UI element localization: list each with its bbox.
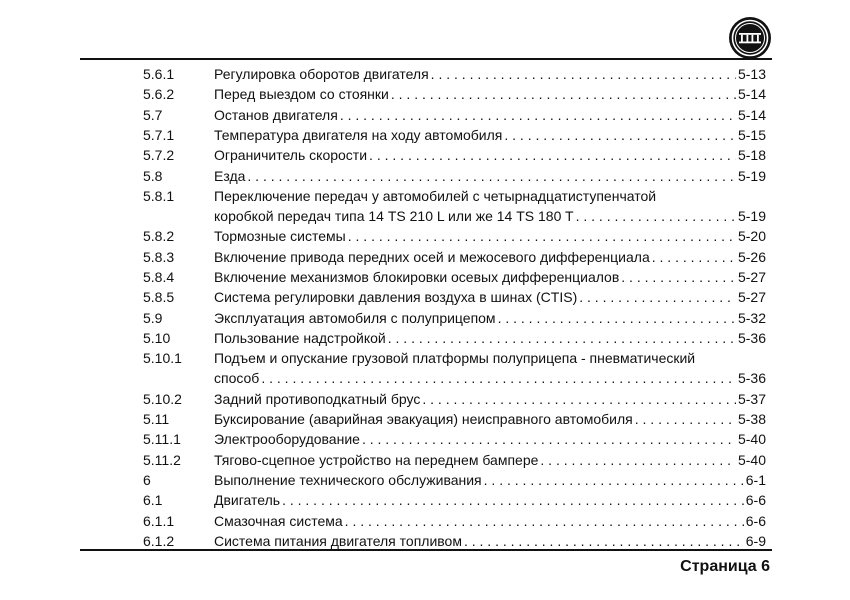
toc-entry-page: 5-19 [737, 167, 766, 184]
toc-entry-body [214, 125, 766, 145]
toc-entry-page: 5-27 [737, 289, 766, 306]
toc-entry-title-line: Переключение передач у автомобилей с четырнадцатиступенчатой [214, 187, 657, 204]
toc-entry-page: 5-32 [737, 309, 766, 326]
toc-entry-title: Система питания двигателя топливом [214, 532, 462, 549]
toc-entry-body [214, 328, 766, 348]
toc-entry-page: 6-1 [745, 472, 766, 488]
toc-entry-page: 5-38 [737, 411, 766, 428]
toc-dot-leader [464, 531, 744, 551]
toc-entry-page: 5-19 [737, 207, 766, 224]
toc-entry-number: 5.8 [143, 167, 163, 184]
toc-dot-leader [369, 145, 736, 165]
toc-entry-title: Смазочная система [214, 512, 343, 529]
toc-entry-title: Пользование надстройкой [214, 329, 386, 346]
toc-entry-number: 5.10.1 [143, 350, 182, 367]
toc-entry-body [214, 511, 766, 531]
toc-entry-page: 5-40 [737, 451, 766, 468]
toc-entry-title: Система регулировки давления воздуха в шинах (CTIS) [214, 289, 578, 306]
toc-entry-title: Электрооборудование [214, 431, 360, 448]
toc-entry-title: Буксирование (аварийная эвакуация) неисправного автомобиля [214, 411, 633, 428]
toc-dot-leader [340, 105, 736, 125]
toc-dot-leader [345, 511, 744, 531]
toc-dot-leader [652, 247, 736, 267]
toc-dot-leader [282, 490, 744, 510]
toc-dot-leader [579, 287, 736, 307]
toc-entry-body [214, 450, 766, 470]
toc-entry-number: 5.9 [143, 309, 163, 326]
toc-entry-body [214, 84, 766, 104]
toc-entry-number: 5.7.1 [143, 126, 175, 143]
header-divider [80, 58, 772, 60]
toc-entry-number: 5.8.2 [143, 228, 175, 245]
toc-entry-title: Перед выездом со стоянки [214, 86, 389, 103]
toc-entry-body [214, 429, 766, 449]
toc-entry-body [214, 267, 766, 287]
toc-entry-body [214, 470, 766, 490]
toc-dot-leader [484, 470, 744, 490]
toc-entry-title: Температура двигателя на ходу автомобиля [214, 126, 503, 143]
toc-dot-leader [621, 267, 736, 287]
toc-entry-body [214, 490, 766, 510]
toc-entry-title: Включение механизмов блокировки осевых дифференциалов [214, 269, 620, 285]
toc-dot-leader [422, 389, 736, 409]
toc-entry-body [214, 348, 766, 388]
toc-entry-page: 5-14 [737, 106, 766, 123]
toc-entry-number: 5.11.2 [143, 451, 181, 468]
toc-entry-body [214, 105, 766, 125]
toc-entry-page: 5-36 [737, 329, 766, 346]
toc-entry-number: 5.11 [143, 411, 170, 428]
toc-entry-page: 5-40 [737, 431, 766, 448]
toc-entry-title: Регулировка оборотов двигателя [214, 66, 429, 82]
toc-entry-number: 5.11.1 [143, 431, 181, 448]
toc-entry-page: 5-36 [737, 370, 766, 387]
toc-entry-page: 6-6 [745, 492, 766, 509]
toc-entry-number: 5.8.5 [143, 289, 175, 306]
tatra-logo-icon [728, 16, 772, 60]
toc-entry-body [214, 531, 766, 551]
toc-entry-body [214, 226, 766, 246]
toc-entry-title: Включение привода передних осей и межосевого дифференциала [214, 248, 650, 265]
toc-entry-title: Выполнение технического обслуживания [214, 472, 482, 488]
toc-entry-page: 5-18 [737, 147, 766, 164]
toc-entry-body [214, 247, 766, 267]
toc-dot-leader [576, 206, 736, 226]
toc-entry-number: 5.7.2 [143, 147, 175, 164]
toc-entry-title: Тягово-сцепное устройство на переднем бампере [214, 451, 539, 468]
toc-dot-leader [388, 328, 736, 348]
toc-entry-title: Задний противоподкатный брус [214, 390, 421, 407]
toc-entry-number: 6 [143, 472, 151, 488]
footer-divider [80, 549, 772, 551]
toc-dot-leader [540, 450, 736, 470]
toc-entry-number: 5.6.1 [143, 66, 175, 82]
page-number-label: Страница 6 [680, 558, 770, 575]
toc-entry-body [214, 308, 766, 328]
toc-entry-body [214, 287, 766, 307]
toc-entry-number: 5.7 [143, 106, 163, 123]
toc-entry-page: 5-15 [737, 126, 766, 143]
toc-entry-title: способ [214, 370, 260, 387]
toc-entry-page: 5-13 [737, 66, 766, 82]
toc-entry-title: Двигатель [214, 492, 281, 509]
toc-entry-body [214, 166, 766, 186]
toc-entry-title: Тормозные системы [214, 228, 346, 245]
toc-entry-number: 5.10 [143, 329, 171, 346]
toc-entry-title-line: Подъем и опускание грузовой платформы полуприцепа - пневматический [214, 350, 696, 367]
toc-entry-title: Ограничитель скорости [214, 147, 368, 164]
toc-dot-leader [635, 409, 736, 429]
toc-entry-number: 6.1 [143, 492, 163, 509]
toc-entry-title: Эксплуатация автомобиля с полуприцепом [214, 309, 496, 326]
toc-entry-number: 5.8.3 [143, 248, 175, 265]
toc-entry-page: 5-27 [737, 269, 766, 285]
toc-entry-number: 6.1.2 [143, 532, 175, 549]
toc-dot-leader [498, 308, 736, 328]
toc-dot-leader [431, 64, 736, 84]
toc-entry-number: 5.6.2 [143, 86, 175, 103]
toc-entry-number: 6.1.1 [143, 512, 175, 529]
toc-entry-page: 5-26 [737, 248, 766, 265]
toc-entry-body [214, 145, 766, 165]
toc-entry-body [214, 389, 766, 409]
toc-dot-leader [348, 226, 736, 246]
toc-dot-leader [362, 429, 736, 449]
toc-dot-leader [504, 125, 736, 145]
toc-entry-number: 5.10.2 [143, 390, 182, 407]
toc-entry-number: 5.8.1 [143, 187, 175, 204]
toc-entry-page: 6-6 [745, 512, 766, 529]
toc-entry-page: 5-37 [737, 390, 766, 407]
toc-entry-page: 5-14 [737, 86, 766, 103]
toc-dot-leader [247, 166, 736, 186]
toc-entry-page: 5-20 [737, 228, 766, 245]
toc-entry-page: 6-9 [745, 532, 766, 549]
toc-entry-title: Езда [214, 167, 246, 184]
toc-entry-title: Останов двигателя [214, 106, 338, 123]
toc-entry-title: коробкой передач типа 14 TS 210 L или же 14 TS 180 T [214, 207, 574, 224]
toc-entry-number: 5.8.4 [143, 269, 175, 285]
toc-dot-leader [261, 368, 736, 388]
toc-entry-body [214, 409, 766, 429]
toc-entry-body [214, 64, 766, 84]
toc-entry-body [214, 186, 766, 226]
toc-dot-leader [391, 84, 736, 104]
